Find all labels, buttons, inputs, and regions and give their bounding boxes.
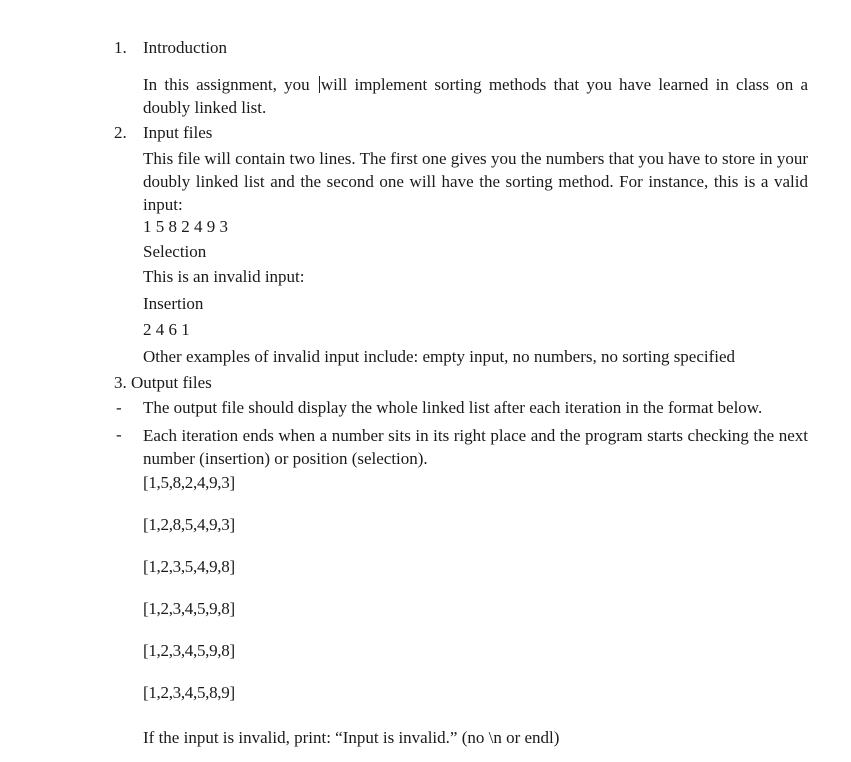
section-2-number: 2. — [114, 123, 127, 142]
section-2-paragraph: This file will contain two lines. The first one gives you the numbers that you have to store in your doubly linked list and the second one will have the sorting method. For instance, this is a valid input: — [143, 149, 808, 214]
iteration-5: [1,2,3,4,5,9,8] — [143, 641, 235, 660]
bullet-2-marker: - — [116, 425, 122, 444]
bullet-1-text: The output file should display the whole linked list after each iteration in the format below. — [143, 398, 763, 417]
section-1-paragraph — [143, 73, 808, 119]
section-1-paragraph-part2: will implement sorting methods that you have learned in class on a doubly linked list. — [143, 75, 809, 117]
invalid-example-method: Insertion — [143, 294, 204, 313]
section-1-paragraph-part1: In this assignment, you — [143, 75, 317, 94]
invalid-example-numbers: 2 4 6 1 — [143, 320, 190, 339]
other-invalid-examples: Other examples of invalid input include: empty input, no numbers, no sorting specified — [143, 347, 736, 366]
section-1-heading: Introduction — [143, 38, 228, 57]
valid-example-method: Selection — [143, 242, 207, 261]
bullet-2-text: Each iteration ends when a number sits in its right place and the program starts checking the next number (insertion) or position (selection). — [143, 426, 808, 468]
iteration-3: [1,2,3,5,4,9,8] — [143, 557, 235, 576]
bullet-1-marker: - — [116, 398, 122, 417]
valid-example-numbers: 1 5 8 2 4 9 3 — [143, 217, 228, 236]
text-cursor-icon — [319, 76, 320, 93]
iteration-4: [1,2,3,4,5,9,8] — [143, 599, 235, 618]
section-3-title: Output files — [131, 373, 212, 392]
section-3-heading — [114, 373, 212, 393]
iteration-6: [1,2,3,4,5,8,9] — [143, 683, 235, 702]
section-3-number: 3. — [114, 373, 127, 392]
invalid-input-note: If the input is invalid, print: “Input is invalid.” (no \n or endl) — [143, 728, 560, 747]
section-2-heading: Input files — [143, 123, 213, 142]
iteration-2: [1,2,8,5,4,9,3] — [143, 515, 235, 534]
section-1-number: 1. — [114, 38, 127, 57]
invalid-input-label: This is an invalid input: — [143, 267, 305, 286]
iteration-1: [1,5,8,2,4,9,3] — [143, 473, 235, 492]
